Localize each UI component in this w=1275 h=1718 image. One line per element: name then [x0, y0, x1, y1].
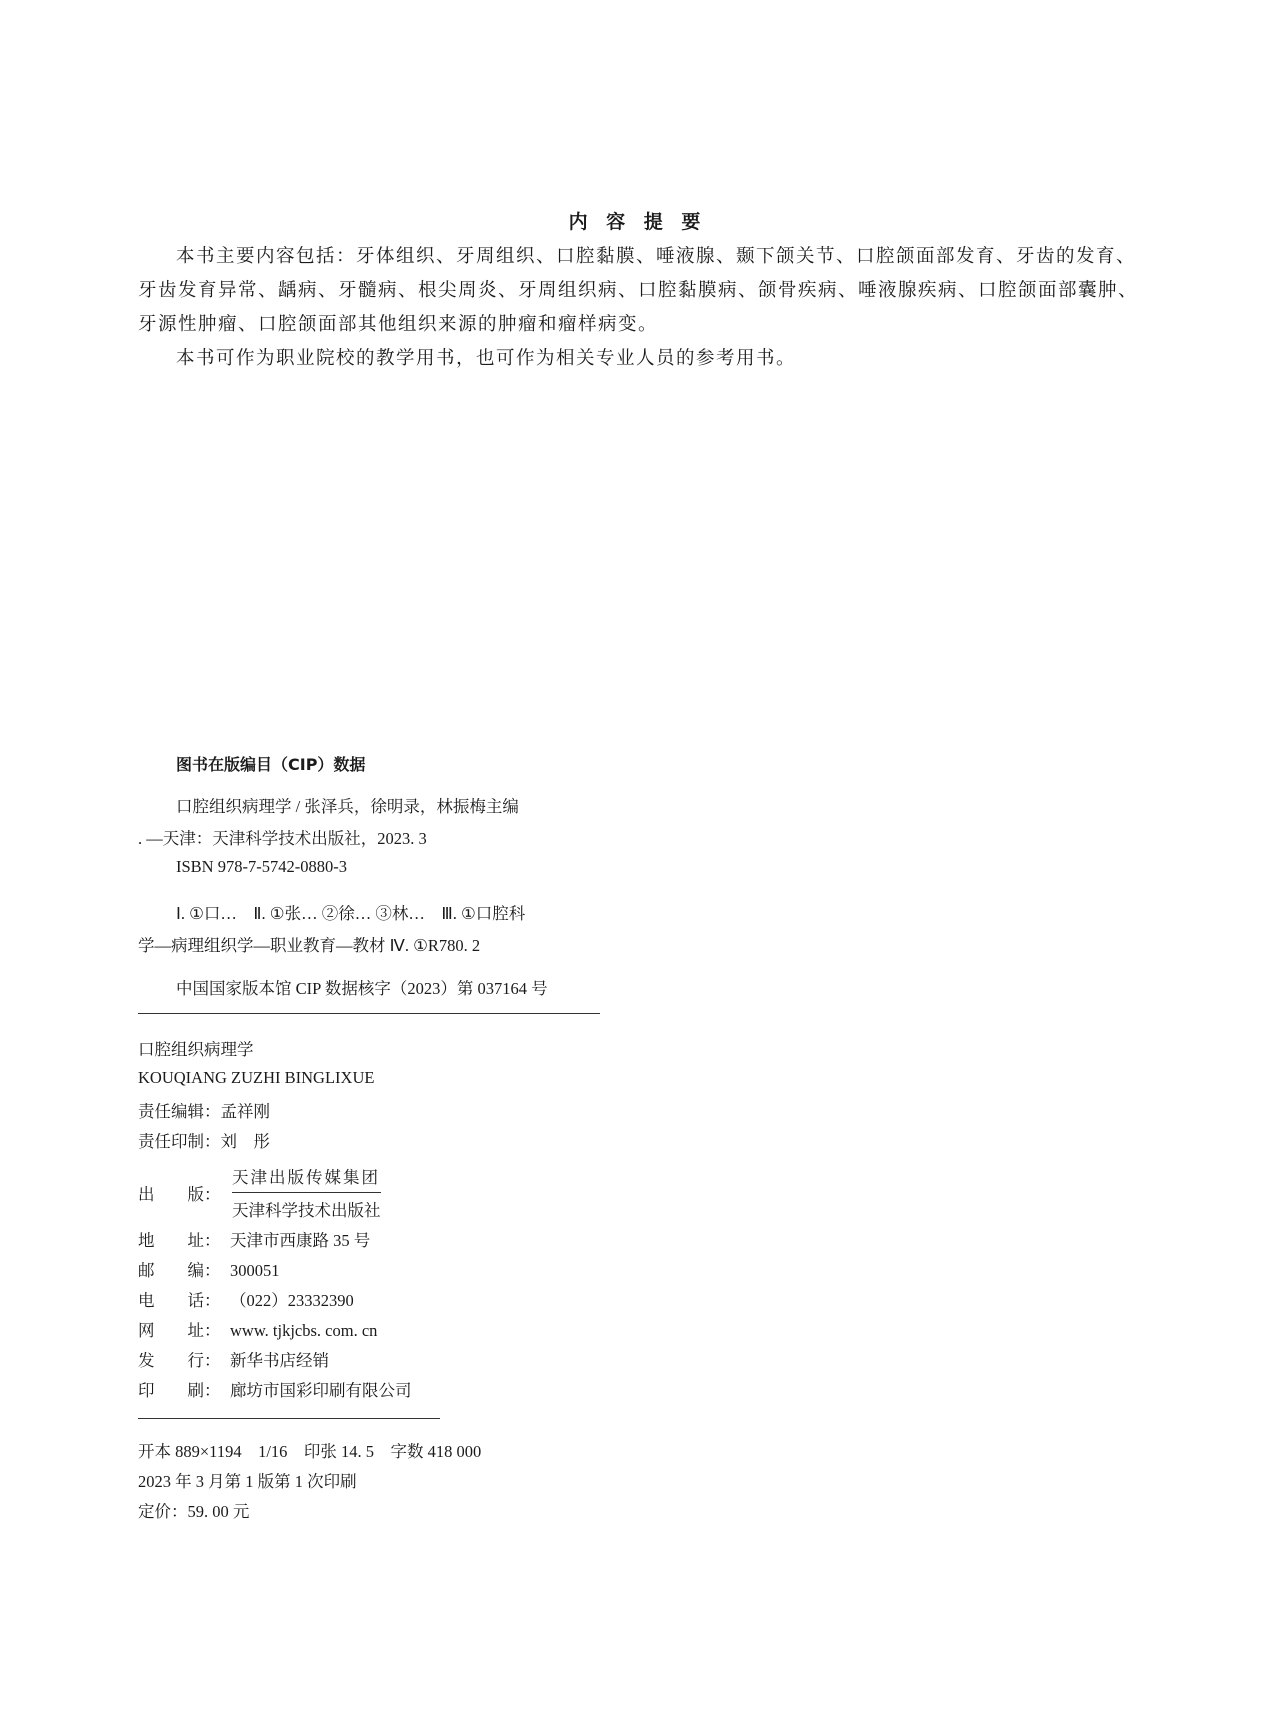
postcode-label: 邮 编：: [138, 1261, 221, 1280]
publisher-label: 出 版：: [138, 1185, 221, 1204]
cip-line-classification-cont: 学—病理组织学—职业教育—教材 Ⅳ. ①R780. 2: [138, 936, 481, 955]
website-label: 网 址：: [138, 1321, 221, 1340]
printer-row: [138, 1377, 412, 1401]
cip-heading: 图书在版编目（CIP）数据: [176, 755, 366, 774]
publisher-name: 天津科学技术出版社: [232, 1201, 381, 1220]
printing-supervisor-label: 责任印制：: [138, 1132, 221, 1151]
cip-line-publisher: . —天津：天津科学技术出版社，2023. 3: [138, 829, 427, 848]
book-title-pinyin: KOUQIANG ZUZHI BINGLIXUE: [138, 1068, 375, 1087]
address-value: 天津市西康路 35 号: [230, 1231, 371, 1250]
distribution-row: [138, 1347, 329, 1371]
publisher-box: [232, 1164, 381, 1221]
printer-value: 廊坊市国彩印刷有限公司: [230, 1381, 412, 1400]
edition-info: 2023 年 3 月第 1 版第 1 次印刷: [138, 1472, 357, 1491]
editor-value: 孟祥刚: [220, 1102, 270, 1121]
postcode-value: 300051: [230, 1261, 280, 1280]
cip-line-isbn: ISBN 978-7-5742-0880-3: [176, 857, 347, 876]
format-specs: 开本 889×1194 1/16 印张 14. 5 字数 418 000: [138, 1442, 482, 1461]
summary-paragraph-2: 本书可作为职业院校的教学用书，也可作为相关专业人员的参考用书。: [176, 348, 797, 369]
phone-row: [138, 1287, 354, 1311]
book-title-cn: 口腔组织病理学: [138, 1040, 254, 1059]
phone-label: 电 话：: [138, 1291, 221, 1310]
editor-row: [138, 1098, 270, 1122]
website-row: [138, 1317, 377, 1341]
address-row: [138, 1227, 370, 1251]
distribution-label: 发 行：: [138, 1351, 221, 1370]
editor-label: 责任编辑：: [138, 1102, 221, 1121]
phone-value: （022）23332390: [230, 1291, 354, 1310]
divider-bottom: [138, 1418, 440, 1419]
postcode-row: [138, 1257, 280, 1281]
cip-line-classification: Ⅰ. ①口… Ⅱ. ①张… ②徐… ③林… Ⅲ. ①口腔科: [176, 904, 526, 923]
website-value: www. tjkjcbs. com. cn: [230, 1321, 378, 1340]
printing-supervisor-value: 刘 彤: [220, 1132, 270, 1151]
summary-title: 内 容 提 要: [568, 211, 707, 233]
price: 定价：59. 00 元: [138, 1502, 250, 1521]
cip-line-title: 口腔组织病理学 / 张泽兵，徐明录，林振梅主编: [176, 797, 519, 816]
divider-top: [138, 1013, 600, 1014]
printing-supervisor-row: [138, 1128, 270, 1152]
publisher-group: 天津出版传媒集团: [232, 1164, 381, 1193]
printer-label: 印 刷：: [138, 1381, 221, 1400]
distribution-value: 新华书店经销: [230, 1351, 329, 1370]
address-label: 地 址：: [138, 1231, 221, 1250]
cip-line-record-number: 中国国家版本馆 CIP 数据核字（2023）第 037164 号: [176, 979, 548, 998]
summary-paragraph-1: 本书主要内容包括：牙体组织、牙周组织、口腔黏膜、唾液腺、颞下颌关节、口腔颌面部发育、牙齿的发育、牙齿发育异常、龋病、牙髓病、根尖周炎、牙周组织病、口腔黏膜病、颌骨疾病、唾液腺疾病、口腔颌面部囊肿、牙源性肿瘤、口腔颌面部其他组织来源的肿瘤和瘤样病变。: [138, 246, 1139, 335]
